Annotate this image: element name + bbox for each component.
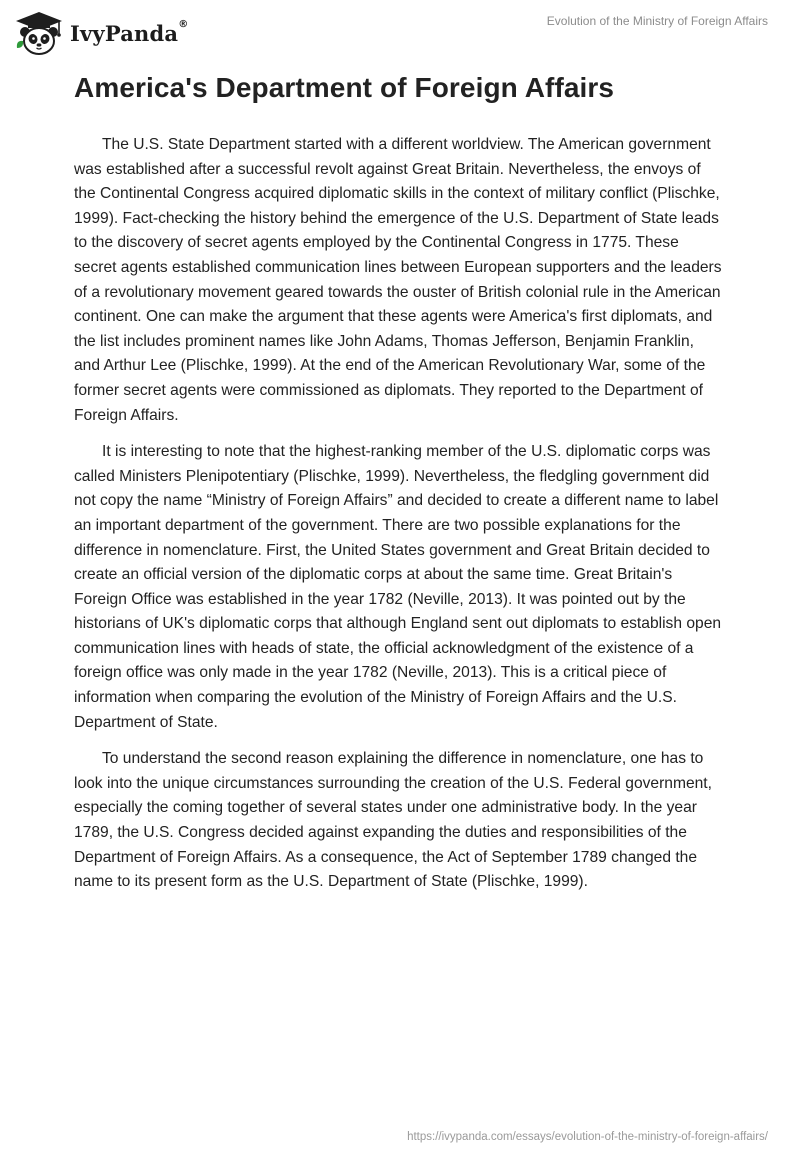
ivypanda-logo[interactable] [14,8,188,58]
brand-name: IvyPanda® [70,18,189,46]
page-title: America's Department of Foreign Affairs [74,72,615,103]
running-title: Evolution of the Ministry of Foreign Affairs [546,14,768,28]
panda-graduation-cap-icon [14,10,64,56]
paragraph: The U.S. State Department started with a different worldview. The American government was established after a successful revolt against Great Britain. Nevertheless, the envoys of the Continental Congress acquired diplomatic skills in the context of military conflict (Plischke, 1999). Fact-checking the history behind the emergence of the U.S. Department of State leads to the discovery of secret agents employed by the Continental Congress in 1775. These secret agents established communication lines between European supporters and the leaders of a revolutionary movement geared towards the ouster of British colonial rule in the American continent. One can make the argument that these agents were America's first diplomats, and the list includes prominent names like John Adams, Thomas Jefferson, Benjamin Franklin, and Arthur Lee (Plischke, 1999). At the end of the American Revolutionary War, some of the former secret agents were commissioned as diplomats. They reported to the Department of Foreign Affairs. [74,136,722,424]
article-body [74,133,724,907]
paragraph: It is interesting to note that the highest-ranking member of the U.S. diplomatic corps was called Ministers Plenipotentiary (Plischke, 1999). Nevertheless, the fledgling government did not copy the name “Ministry of Foreign Affairs” and decided to create a different name to label an important department of the government. There are two possible explanations for the difference in nomenclature. First, the United States government and Great Britain decided to create an official version of the diplomatic corps at about the same time. Great Britain's Foreign Office was established in the year 1782 (Neville, 2013). It was pointed out by the historians of UK's diplomatic corps that although England sent out diplomats to establish open communication lines with heads of state, the official acknowledgment of the existence of a foreign office was only made in the year 1782 (Neville, 2013). This is a critical piece of information when comparing the evolution of the Ministry of Foreign Affairs and the U.S. Department of State. [74,443,722,731]
paragraph: To understand the second reason explaining the difference in nomenclature, one has to look into the unique circumstances surrounding the creation of the U.S. Federal government, especially the coming together of several states under one administrative body. In the year 1789, the U.S. Congress decided against expanding the duties and responsibilities of the Department of Foreign Affairs. As a consequence, the Act of September 1789 changed the name to its present form as the U.S. Department of State (Plischke, 1999). [74,750,712,891]
registered-mark: ® [178,18,189,30]
footer-url[interactable]: https://ivypanda.com/essays/evolution-of-the-ministry-of-foreign-affairs/ [407,1131,768,1143]
